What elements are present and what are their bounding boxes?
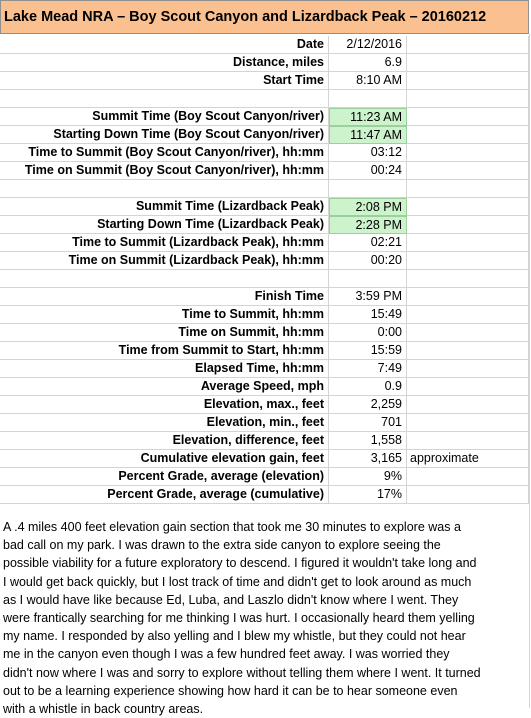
notes-cell[interactable]: A .4 miles 400 feet elevation gain section that took me 30 minutes to explore was a bad call on my park. I was drawn to the extra side canyon to explore seeing the possible viability for a future exploratory to descend. I figured it wouldn't take long and I would get back quickly, but I lost track of time and didn't get to look around as much as I would have like because Ed, Luba, and Laszlo didn't know where I went. They were frantically searching for me thinking I was hurt. I occasionally heard them yelling my name. I responded by also yelling and I blew my whistle, but they could not hear me in the canyon even though I was a few hundred feet away. I was worried they didn't now where I was and sorry to explore without telling them where I went. It turned out to be a learning experience showing how hard it can be to hear someone even with a whistle in back country areas. bbox=[3, 520, 481, 717]
row-label[interactable]: Percent Grade, average (cumulative) bbox=[0, 486, 329, 504]
row-value[interactable]: 00:20 bbox=[329, 252, 407, 270]
row-value[interactable]: 03:12 bbox=[329, 144, 407, 162]
row-value[interactable]: 11:23 AM bbox=[329, 108, 407, 126]
row-note[interactable] bbox=[407, 252, 529, 270]
table-row bbox=[0, 108, 531, 126]
table-row bbox=[0, 450, 531, 468]
table-row bbox=[0, 180, 531, 198]
table-row bbox=[0, 126, 531, 144]
row-note[interactable] bbox=[407, 468, 529, 486]
row-note[interactable] bbox=[407, 378, 529, 396]
row-label[interactable]: Elevation, min., feet bbox=[0, 414, 329, 432]
row-label[interactable]: Starting Down Time (Lizardback Peak) bbox=[0, 216, 329, 234]
table-row bbox=[0, 432, 531, 450]
row-note[interactable] bbox=[407, 180, 529, 198]
table-row bbox=[0, 234, 531, 252]
row-value[interactable]: 3:59 PM bbox=[329, 288, 407, 306]
row-value[interactable]: 15:59 bbox=[329, 342, 407, 360]
table-row bbox=[0, 486, 531, 504]
row-value[interactable]: 1,558 bbox=[329, 432, 407, 450]
table-row bbox=[0, 162, 531, 180]
row-label[interactable]: Elevation, difference, feet bbox=[0, 432, 329, 450]
row-value[interactable]: 0:00 bbox=[329, 324, 407, 342]
table-row bbox=[0, 342, 531, 360]
table-row bbox=[0, 36, 531, 54]
row-value[interactable]: 2/12/2016 bbox=[329, 36, 407, 54]
row-note[interactable] bbox=[407, 126, 529, 144]
row-label[interactable] bbox=[0, 270, 329, 288]
table-row bbox=[0, 396, 531, 414]
row-note[interactable] bbox=[407, 144, 529, 162]
row-label[interactable]: Time on Summit (Lizardback Peak), hh:mm bbox=[0, 252, 329, 270]
row-note[interactable] bbox=[407, 324, 529, 342]
row-note[interactable] bbox=[407, 198, 529, 216]
table-row bbox=[0, 252, 531, 270]
row-value[interactable] bbox=[329, 270, 407, 288]
row-label[interactable] bbox=[0, 180, 329, 198]
row-label[interactable]: Summit Time (Lizardback Peak) bbox=[0, 198, 329, 216]
table-row bbox=[0, 72, 531, 90]
row-value[interactable] bbox=[329, 180, 407, 198]
row-note[interactable] bbox=[407, 486, 529, 504]
table-row bbox=[0, 90, 531, 108]
row-note[interactable] bbox=[407, 234, 529, 252]
table-row bbox=[0, 378, 531, 396]
table-row bbox=[0, 324, 531, 342]
row-note[interactable] bbox=[407, 288, 529, 306]
row-label[interactable]: Time to Summit (Lizardback Peak), hh:mm bbox=[0, 234, 329, 252]
row-label[interactable] bbox=[0, 90, 329, 108]
row-label[interactable]: Percent Grade, average (elevation) bbox=[0, 468, 329, 486]
row-value[interactable]: 6.9 bbox=[329, 54, 407, 72]
row-value[interactable]: 9% bbox=[329, 468, 407, 486]
row-label[interactable]: Distance, miles bbox=[0, 54, 329, 72]
row-note[interactable]: approximate bbox=[407, 450, 529, 468]
table-row bbox=[0, 216, 531, 234]
row-note[interactable] bbox=[407, 54, 529, 72]
table-row bbox=[0, 198, 531, 216]
table-row bbox=[0, 306, 531, 324]
table-row bbox=[0, 468, 531, 486]
sheet-title[interactable]: Lake Mead NRA – Boy Scout Canyon and Lizardback Peak – 20160212 bbox=[0, 0, 529, 34]
row-note[interactable] bbox=[407, 306, 529, 324]
row-value[interactable] bbox=[329, 90, 407, 108]
row-value[interactable]: 02:21 bbox=[329, 234, 407, 252]
row-note[interactable] bbox=[407, 72, 529, 90]
row-label[interactable]: Average Speed, mph bbox=[0, 378, 329, 396]
row-note[interactable] bbox=[407, 90, 529, 108]
row-label[interactable]: Time to Summit (Boy Scout Canyon/river), hh:mm bbox=[0, 144, 329, 162]
row-value[interactable]: 17% bbox=[329, 486, 407, 504]
row-label[interactable]: Time on Summit, hh:mm bbox=[0, 324, 329, 342]
row-note[interactable] bbox=[407, 414, 529, 432]
row-value[interactable]: 7:49 bbox=[329, 360, 407, 378]
row-value[interactable]: 11:47 AM bbox=[329, 126, 407, 144]
row-label[interactable]: Time to Summit, hh:mm bbox=[0, 306, 329, 324]
row-label[interactable]: Summit Time (Boy Scout Canyon/river) bbox=[0, 108, 329, 126]
row-note[interactable] bbox=[407, 108, 529, 126]
row-note[interactable] bbox=[407, 216, 529, 234]
row-label[interactable]: Time from Summit to Start, hh:mm bbox=[0, 342, 329, 360]
table-row bbox=[0, 54, 531, 72]
table-row bbox=[0, 270, 531, 288]
row-value[interactable]: 15:49 bbox=[329, 306, 407, 324]
row-label[interactable]: Starting Down Time (Boy Scout Canyon/river) bbox=[0, 126, 329, 144]
row-label[interactable]: Elevation, max., feet bbox=[0, 396, 329, 414]
row-note[interactable] bbox=[407, 270, 529, 288]
row-value[interactable]: 2,259 bbox=[329, 396, 407, 414]
row-value[interactable]: 2:28 PM bbox=[329, 216, 407, 234]
row-note[interactable] bbox=[407, 396, 529, 414]
row-note[interactable] bbox=[407, 36, 529, 54]
row-note[interactable] bbox=[407, 360, 529, 378]
row-label[interactable]: Start Time bbox=[0, 72, 329, 90]
row-label[interactable]: Time on Summit (Boy Scout Canyon/river), hh:mm bbox=[0, 162, 329, 180]
table-row bbox=[0, 288, 531, 306]
table-row bbox=[0, 144, 531, 162]
row-value[interactable]: 0.9 bbox=[329, 378, 407, 396]
row-value[interactable]: 701 bbox=[329, 414, 407, 432]
row-label[interactable]: Elapsed Time, hh:mm bbox=[0, 360, 329, 378]
row-label[interactable]: Date bbox=[0, 36, 329, 54]
row-label[interactable]: Cumulative elevation gain, feet bbox=[0, 450, 329, 468]
row-value[interactable]: 8:10 AM bbox=[329, 72, 407, 90]
row-value[interactable]: 3,165 bbox=[329, 450, 407, 468]
row-note[interactable] bbox=[407, 162, 529, 180]
row-note[interactable] bbox=[407, 342, 529, 360]
table-row bbox=[0, 360, 531, 378]
row-value[interactable]: 00:24 bbox=[329, 162, 407, 180]
row-label[interactable]: Finish Time bbox=[0, 288, 329, 306]
row-note[interactable] bbox=[407, 432, 529, 450]
table-row bbox=[0, 414, 531, 432]
row-value[interactable]: 2:08 PM bbox=[329, 198, 407, 216]
